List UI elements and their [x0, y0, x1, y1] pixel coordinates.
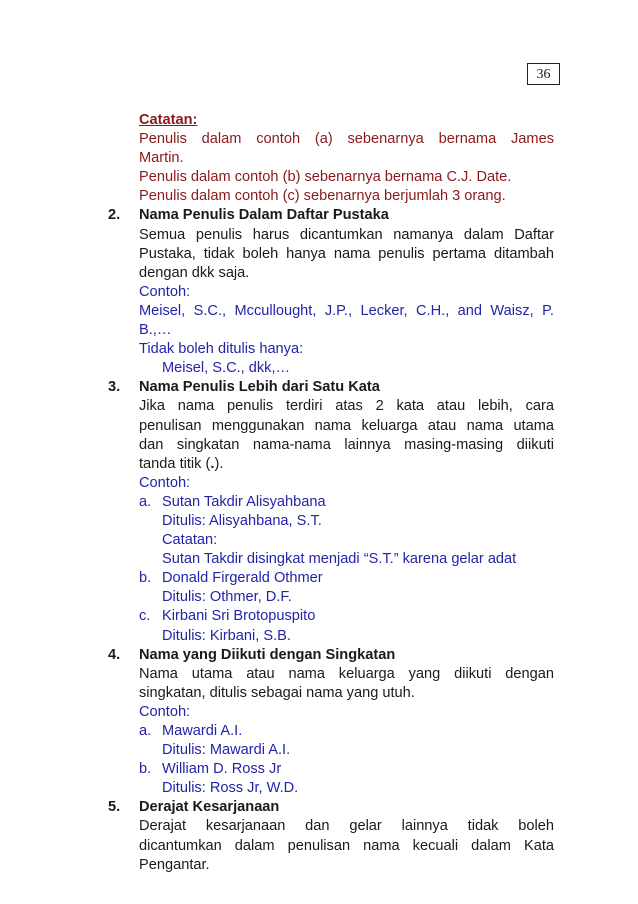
- section-number: 5.: [108, 799, 121, 816]
- catatan-line: Penulis dalam contoh (b) sebenarnya bernama C.J. Date.: [139, 169, 512, 186]
- paragraph-line: dicantumkan dalam penulisan nama kecuali dalam Kata: [139, 837, 554, 854]
- section-heading-4: [108, 646, 554, 665]
- example-item-b: [108, 569, 554, 588]
- paragraph-line: Pustaka, tidak boleh hanya nama penulis pertama ditambah: [139, 245, 554, 262]
- example-name: William D. Ross Jr: [162, 761, 282, 778]
- text-fragment: ).: [214, 455, 224, 472]
- contoh-label: Contoh:: [139, 283, 191, 300]
- section-heading-5: [108, 798, 554, 817]
- paragraph-line: dengan dkk saja.: [139, 264, 250, 281]
- item-letter: b.: [139, 570, 152, 587]
- example-item-b: [108, 760, 554, 779]
- example-ditulis: Ditulis: Othmer, D.F.: [162, 589, 292, 606]
- paragraph-line: [108, 455, 554, 474]
- paragraph-line: penulisan menggunakan nama keluarga atau nama utama: [139, 417, 554, 434]
- page-number: 36: [527, 63, 560, 85]
- paragraph-line: singkatan, ditulis sebagai nama yang utuh.: [139, 684, 415, 701]
- dot-symbol: .: [210, 455, 215, 472]
- section-heading-2: [108, 206, 554, 225]
- section-number: 3.: [108, 379, 121, 396]
- contoh-label: Contoh:: [139, 474, 191, 491]
- section-title: Nama Penulis Dalam Daftar Pustaka: [139, 207, 389, 224]
- example-note: Sutan Takdir disingkat menjadi “S.T.” karena gelar adat: [162, 551, 517, 568]
- section-title: Derajat Kesarjanaan: [139, 799, 280, 816]
- example-ditulis: Ditulis: Mawardi A.I.: [162, 742, 291, 759]
- example-name: Kirbani Sri Brotopuspito: [162, 608, 316, 625]
- paragraph-line: Semua penulis harus dicantumkan namanya dalam Daftar: [139, 226, 554, 243]
- paragraph-line: Derajat kesarjanaan dan gelar lainnya tidak boleh: [139, 818, 554, 835]
- example-item-c: [108, 607, 554, 626]
- example-label: Tidak boleh ditulis hanya:: [139, 341, 304, 358]
- example-item-a: [108, 493, 554, 512]
- paragraph-line: Pengantar.: [139, 856, 210, 873]
- paragraph-line: Jika nama penulis terdiri atas 2 kata atau lebih, cara: [139, 398, 554, 415]
- example-line: Meisel, S.C., dkk,…: [162, 360, 291, 377]
- section-heading-3: [108, 378, 554, 397]
- example-catatan-label: Catatan:: [162, 532, 218, 549]
- section-title: Nama yang Diikuti dengan Singkatan: [139, 646, 396, 663]
- example-ditulis: Ditulis: Alisyahbana, S.T.: [162, 512, 322, 529]
- section-number: 4.: [108, 646, 121, 663]
- example-name: Donald Firgerald Othmer: [162, 570, 323, 587]
- example-ditulis: Ditulis: Kirbani, S.B.: [162, 627, 291, 644]
- example-line: Meisel, S.C., Mccullought, J.P., Lecker, C.H., and Waisz, P.: [139, 302, 554, 319]
- item-letter: a.: [139, 493, 152, 510]
- item-letter: b.: [139, 761, 152, 778]
- item-letter: c.: [139, 608, 151, 625]
- contoh-label: Contoh:: [139, 703, 191, 720]
- example-name: Sutan Takdir Alisyahbana: [162, 493, 326, 510]
- catatan-heading: Catatan:: [139, 112, 198, 128]
- section-number: 2.: [108, 207, 121, 224]
- example-line: B.,…: [139, 322, 172, 339]
- document-body: [108, 111, 554, 875]
- paragraph-line: Nama utama atau nama keluarga yang diikuti dengan: [139, 665, 554, 682]
- catatan-line: Martin.: [139, 150, 184, 167]
- text-fragment: tanda titik (: [139, 455, 211, 472]
- paragraph-line: dan singkatan nama-nama lainnya masing-masing diikuti: [139, 436, 554, 453]
- catatan-line: Penulis dalam contoh (a) sebenarnya bernama James: [139, 131, 554, 148]
- catatan-line: Penulis dalam contoh (c) sebenarnya berjumlah 3 orang.: [139, 188, 506, 205]
- example-item-a: [108, 722, 554, 741]
- section-title: Nama Penulis Lebih dari Satu Kata: [139, 379, 380, 396]
- example-name: Mawardi A.I.: [162, 723, 243, 739]
- item-letter: a.: [139, 723, 152, 739]
- example-ditulis: Ditulis: Ross Jr, W.D.: [162, 780, 299, 797]
